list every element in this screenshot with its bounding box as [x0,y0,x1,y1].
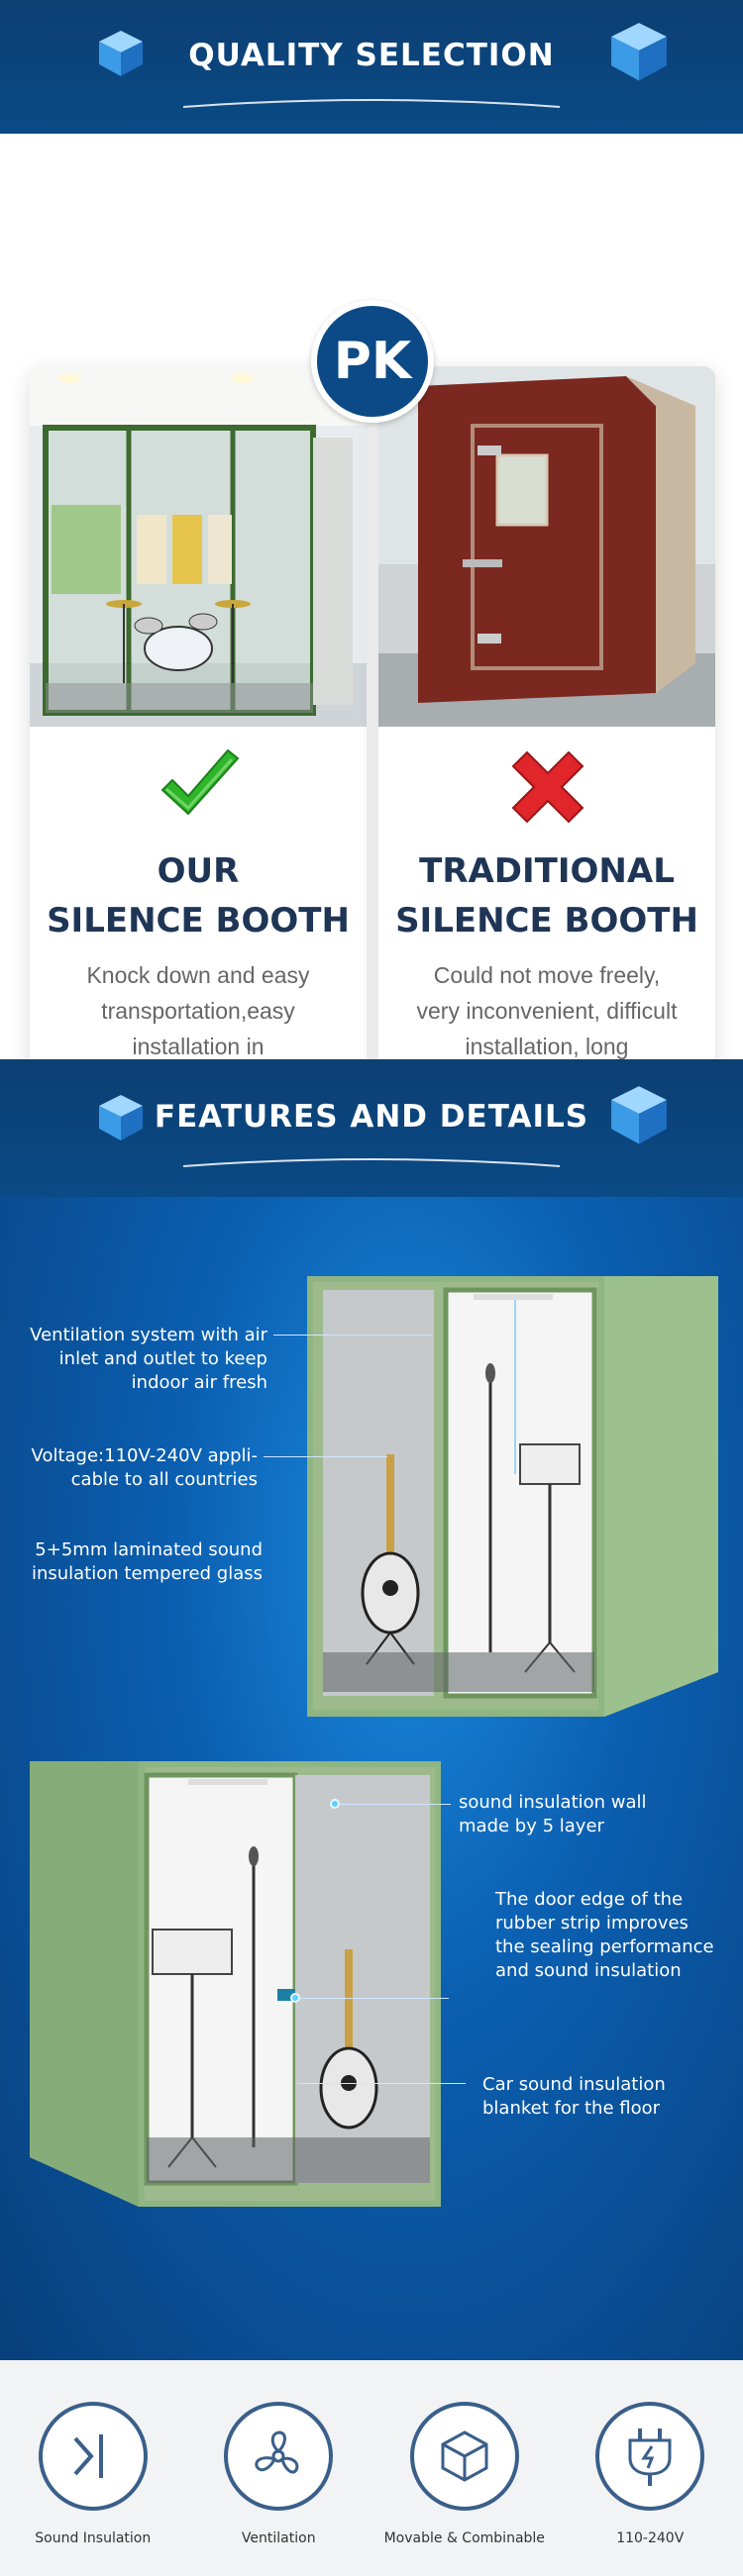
section-title: FEATURES AND DETAILS [154,1098,589,1135]
voltage-label [20,1444,258,1492]
label-line: Car sound insulation [482,2074,666,2095]
heading-line: SILENCE BOOTH [395,901,698,941]
cube-icon [606,1081,672,1146]
our-booth-heading [30,846,367,945]
desc-line: installation, long [465,1034,629,1059]
cube-icon [606,18,672,83]
feature-icons-row [0,2360,743,2576]
quality-selection-header [0,0,743,134]
callout-line [297,2083,466,2084]
desc-line: transportation,easy [101,998,295,1024]
label-line: 5+5mm laminated sound [35,1539,263,1560]
features-section [0,1197,743,2360]
label-line: blanket for the floor [482,2098,660,2119]
desc-line: very inconvenient, difficult [416,998,678,1024]
icon-label: 110-240V [616,2530,685,2546]
label-line: and sound insulation [495,1960,682,1981]
callout-dot [290,1993,300,2003]
label-line: insulation tempered glass [31,1563,263,1584]
label-line: made by 5 layer [459,1816,604,1836]
callout-line [300,1998,449,1999]
ventilation-icon [224,2402,333,2511]
title-underline [183,1156,560,1168]
label-line: The door edge of the [495,1889,684,1910]
desc-line: installation in [132,1034,265,1059]
sound-insulation-icon [39,2402,148,2511]
title-underline [183,97,560,109]
callout-line [264,1456,387,1457]
our-booth-photo [30,366,367,727]
desc-line: Knock down and easy [86,962,310,988]
plug-icon [595,2402,704,2511]
label-line: indoor air fresh [131,1372,267,1393]
heading-line: SILENCE BOOTH [47,901,350,941]
label-line: rubber strip improves [495,1913,689,1933]
door-edge-label [495,1888,743,1983]
our-booth-card [30,366,367,1115]
desc-line: Could not move freely, [433,962,661,988]
cross-icon [503,743,592,832]
traditional-booth-heading [378,846,715,945]
callout-dot [330,1799,340,1809]
cube-icon [95,1091,147,1142]
label-line: Ventilation system with air [30,1325,267,1345]
traditional-booth-photo [378,366,715,727]
label-line: inlet and outlet to keep [58,1348,267,1369]
booth-front-illustration [307,1276,718,1717]
check-icon [155,743,244,832]
label-line: Voltage:110V-240V appli- [31,1445,258,1466]
floor-label [482,2073,730,2121]
callout-line [340,1804,451,1805]
booth-side-illustration [30,1761,441,2207]
movable-icon [410,2402,519,2511]
heading-line: TRADITIONAL [419,851,675,891]
comparison-section [0,134,743,1059]
feature-ventilation [194,2402,363,2546]
traditional-booth-card [378,366,715,1115]
icon-label: Ventilation [241,2530,316,2546]
callout-line [273,1335,432,1336]
label-line: the sealing performance [495,1936,714,1957]
heading-line: OUR [157,851,240,891]
label-line: sound insulation wall [459,1792,647,1813]
feature-sound-insulation [9,2402,177,2546]
icon-label: Sound Insulation [35,2530,152,2546]
wall-label [459,1791,716,1838]
label-line: cable to all countries [70,1469,258,1490]
cube-icon [95,27,147,78]
feature-movable [380,2402,549,2546]
features-header [0,1059,743,1197]
glass-label [25,1538,263,1586]
icon-label: Movable & Combinable [383,2530,545,2546]
ventilation-label [30,1324,267,1395]
feature-voltage [566,2402,734,2546]
pk-badge: PK [311,300,434,423]
section-title: QUALITY SELECTION [188,37,555,73]
